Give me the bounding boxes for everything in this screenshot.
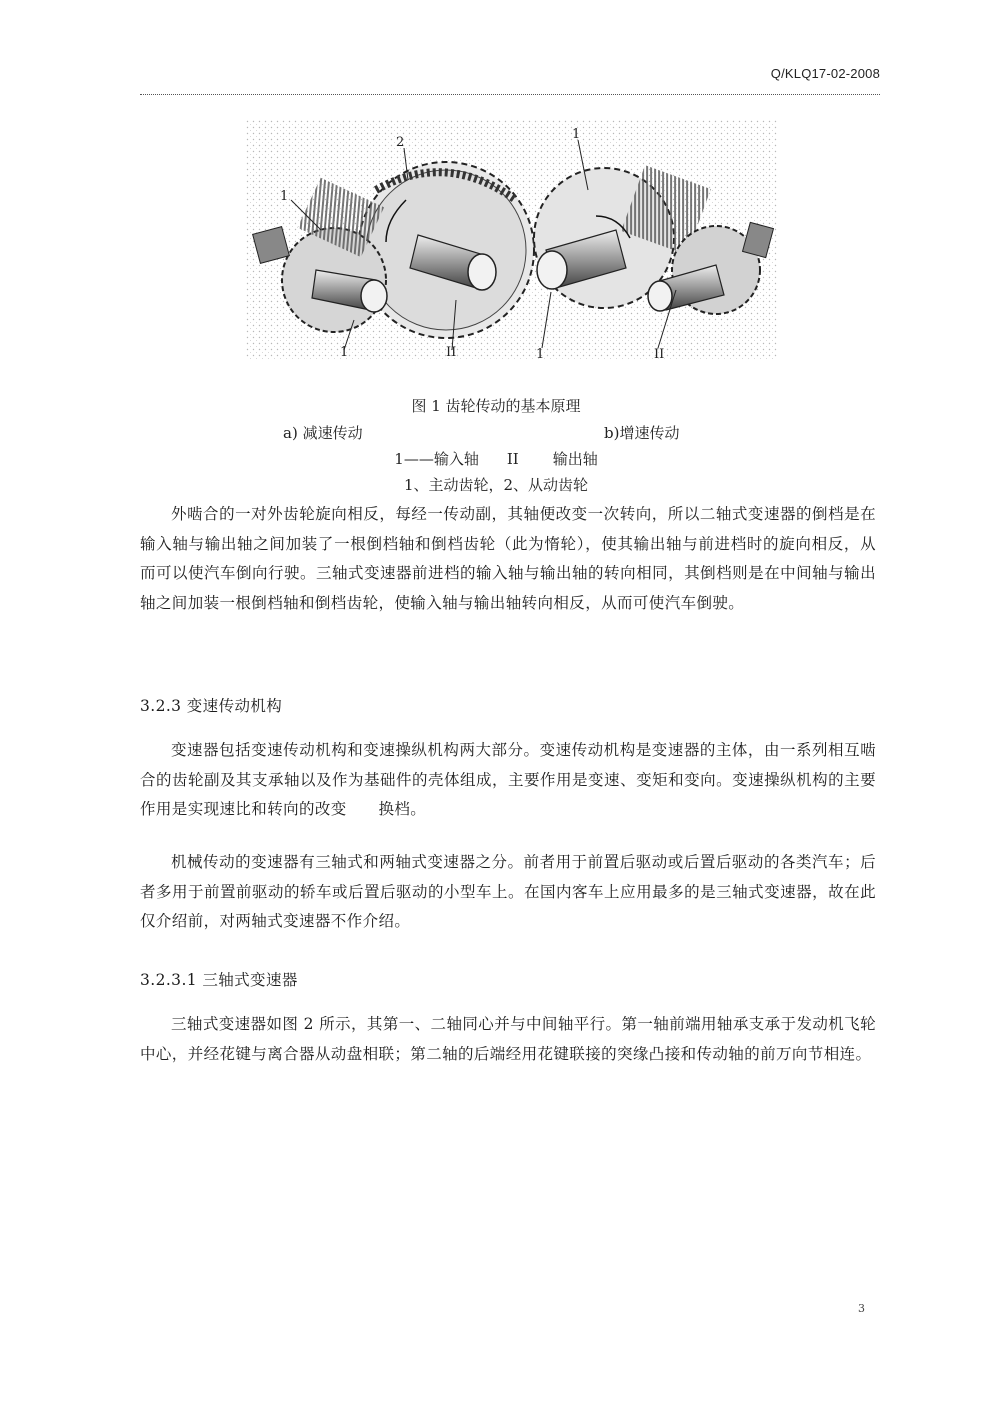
- legend-input-shaft: 1——输入轴: [394, 450, 479, 468]
- figure-caption-sub-a: a) 减速传动: [283, 424, 363, 442]
- figure-legend-shafts: [0, 448, 992, 469]
- label-2: 2: [396, 135, 405, 150]
- figure-caption-title: 图 1 齿轮传动的基本原理: [411, 397, 581, 415]
- label-1-right-top: 1: [572, 127, 581, 142]
- legend-output-shaft: 输出轴: [552, 450, 598, 468]
- gear-transmission-figure: [246, 120, 778, 372]
- label-1-right-bottom: 1: [536, 347, 545, 362]
- paragraph-three-shaft-gearbox: 三轴式变速器如图 2 所示，其第一、二轴同心并与中间轴平行。第一轴前端用轴承支承于发动机飞轮中心，并经花键与离合器从动盘相联；第二轴的后端经用花键联接的突缘凸接和传动轴的前万向节相连。: [140, 1015, 876, 1063]
- section-heading-3-2-3-1: 3.2.3.1 三轴式变速器: [140, 971, 298, 989]
- label-II-right: II: [654, 347, 665, 362]
- label-1-bottom-left: 1: [340, 345, 349, 360]
- legend-II: II: [506, 450, 519, 468]
- page-number: 3: [858, 1302, 865, 1315]
- paragraph-reverse-gear: 外啮合的一对外齿轮旋向相反，每经一传动副，其轴便改变一次转向，所以二轴式变速器的倒档是在输入轴与输出轴之间加装了一根倒档轴和倒档齿轮（此为惰轮），使其输出轴与前进档时的旋向相反，从而可以使汽车倒向行驶。三轴式变速器前进档的输入轴与输出轴的转向相同，其倒档则是在中间轴与输出轴之间加装一根倒档轴和倒档齿轮，使输入轴与输出轴转向相反，从而可使汽车倒驶。: [140, 505, 876, 612]
- paragraph-transmission-mechanism: 变速器包括变速传动机构和变速操纵机构两大部分。变速传动机构是变速器的主体，由一系列相互啮合的齿轮副及其支承轴以及作为基础件的壳体组成，主要作用是变速、变矩和变向。变速操纵机构的主要作用是实现速比和转向的改变 换档。: [140, 741, 876, 818]
- figure-caption-sub-b: b)增速传动: [604, 424, 680, 442]
- label-II-left: II: [446, 345, 457, 360]
- figure-legend-gears: 1、主动齿轮，2、从动齿轮: [403, 476, 589, 494]
- header-rule: [140, 94, 880, 95]
- section-heading-3-2-3: 3.2.3 变速传动机构: [140, 697, 283, 715]
- header-code: Q/KLQ17-02-2008: [770, 66, 880, 81]
- paragraph-transmission-types: 机械传动的变速器有三轴式和两轴式变速器之分。前者用于前置后驱动或后置后驱动的各类汽车；后者多用于前置前驱动的轿车或后置后驱动的小型车上。在国内客车上应用最多的是三轴式变速器，故在此仅介绍前，对两轴式变速器不作介绍。: [140, 853, 876, 930]
- label-1-left: 1: [280, 189, 289, 204]
